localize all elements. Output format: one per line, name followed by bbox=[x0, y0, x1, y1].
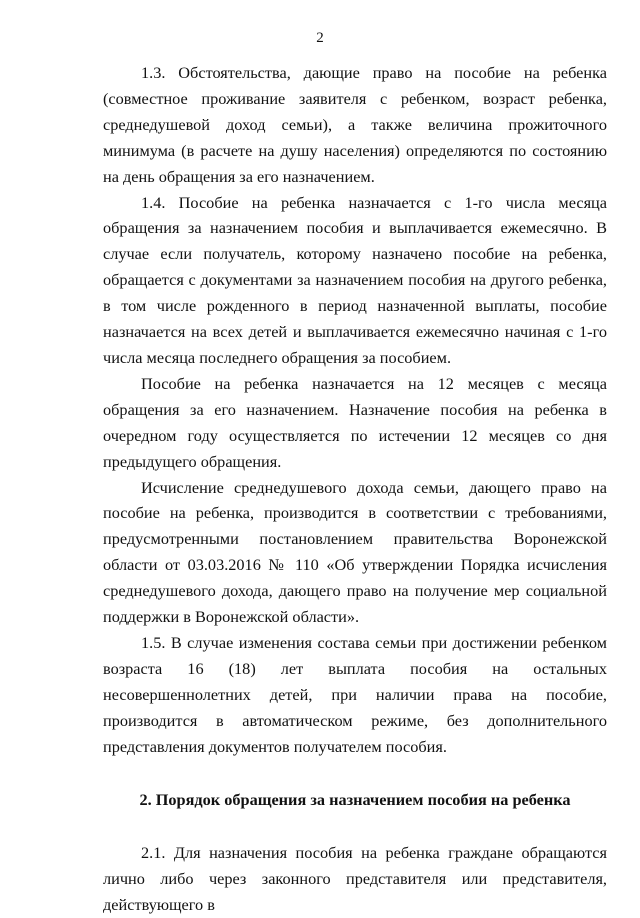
paragraph-benefit-period: Пособие на ребенка назначается на 12 месяцев с месяца обращения за его назначением. Назначение пособия на ребенка в очередном году осуществляется по истечении 12 месяцев со дня предыдущего обращения. bbox=[103, 373, 607, 471]
document-body bbox=[103, 60, 607, 918]
paragraph-income-calculation: Исчисление среднедушевого дохода семьи, дающего право на пособие на ребенка, производится в соответствии с требованиями, предусмотренными постановлением правительства Воронежской области от 03.03.2016 № 110 «Об утверждении Порядка исчисления среднедушевого дохода, дающего право на получение мер социальной поддержки в Воронежской области». bbox=[103, 477, 607, 627]
spacer bbox=[103, 759, 607, 787]
paragraph-1-4: 1.4. Пособие на ребенка назначается с 1-го числа месяца обращения за назначением пособия и выплачивается ежемесячно. В случае если получатель, которому назначено пособие на ребенка, обращается с документами за назначением пособия на другого ребенка, в том числе рожденного в период назначенной выплаты, пособие назначается на всех детей и выплачивается ежемесячно начиная с 1-го числа месяца последнего обращения за пособием. bbox=[103, 192, 607, 367]
paragraph-2-1: 2.1. Для назначения пособия на ребенка граждане обращаются лично либо через законного представителя или представителя, действующего в bbox=[103, 843, 607, 915]
spacer bbox=[103, 813, 607, 840]
page-number: 2 bbox=[316, 30, 324, 46]
section-heading: 2. Порядок обращения за назначением пособия на ребенка bbox=[139, 790, 571, 810]
paragraph-1-5: 1.5. В случае изменения состава семьи при достижении ребенком возраста 16 (18) лет выплата пособия на остальных несовершеннолетних детей, при наличии права на пособие, производится в автоматическом режиме, без дополнительного представления документов получателем пособия. bbox=[103, 632, 607, 756]
paragraph-1-3: 1.3. Обстоятельства, дающие право на пособие на ребенка (совместное проживание заявителя с ребенком, возраст ребенка, среднедушевой доход семьи), а также величина прожиточного минимума (в расчете на душу населения) определяются по состоянию на день обращения за его назначением. bbox=[103, 63, 607, 186]
